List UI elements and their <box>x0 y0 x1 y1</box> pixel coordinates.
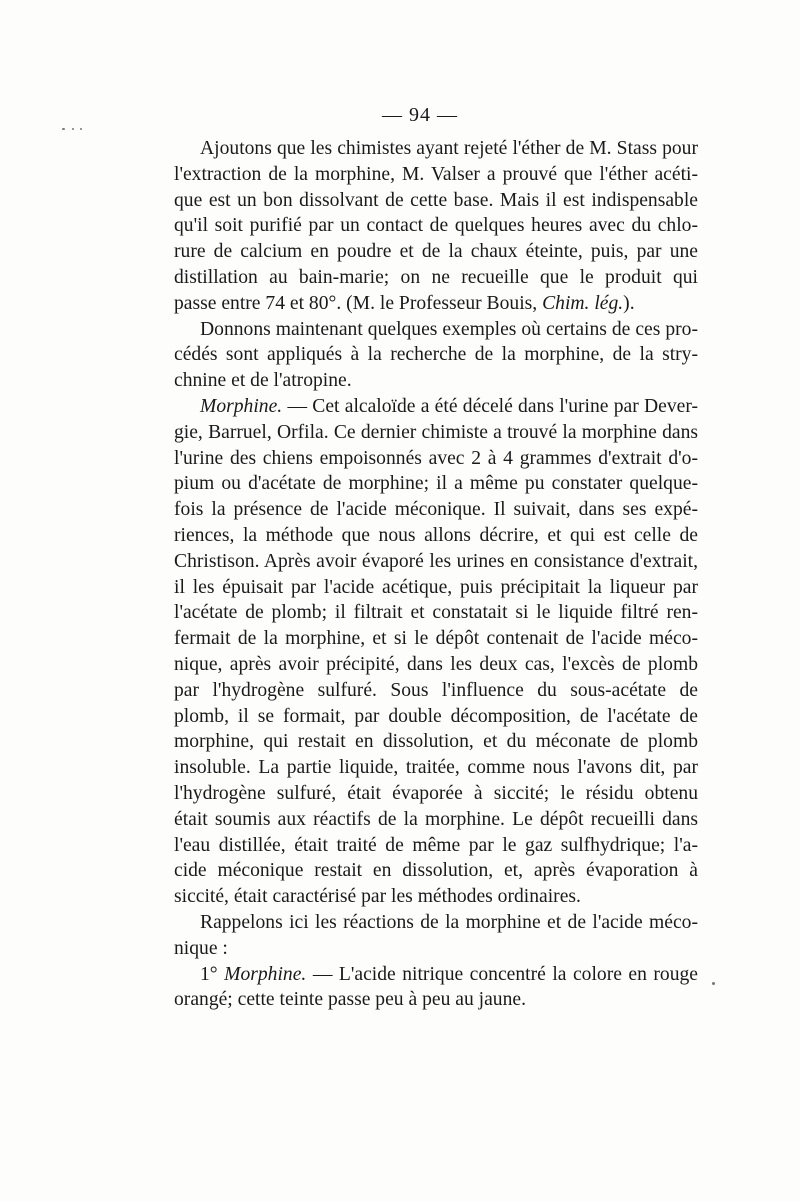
text-line: il les épuisait par l'acide acétique, puis précipitait la liqueur par <box>174 576 698 598</box>
text-line: rure de calcium en poudre et de la chaux éteinte, puis, par une <box>174 241 698 263</box>
text-line: fermait de la morphine, et si le dépôt contenait de l'acide méco- <box>174 628 698 650</box>
text-line: orangé; cette teinte passe peu à peu au jaune. <box>174 989 526 1011</box>
text-segment: — L'acide nitrique concentré la colore en rouge <box>306 963 699 985</box>
text-line <box>148 394 698 420</box>
text-segment: — Cet alcaloïde a été décelé dans l'urine par Dever- <box>282 395 698 417</box>
paragraph <box>148 394 698 910</box>
text-line <box>148 291 698 317</box>
paragraph <box>148 962 698 1014</box>
text-line: nique, après avoir précipité, dans les deux cas, l'excès de plomb <box>174 653 698 675</box>
text-line: l'hydrogène sulfuré, était évaporée à siccité; le résidu obtenu <box>174 782 698 804</box>
scan-speck <box>712 982 715 985</box>
paragraph <box>148 317 698 394</box>
list-number: 1° <box>200 963 225 985</box>
text-line: était soumis aux réactifs de la morphine. Le dépôt recueilli dans <box>174 808 698 830</box>
text-line: Christison. Après avoir évaporé les urines en consistance d'extrait, <box>174 550 698 572</box>
text-line: gie, Barruel, Orfila. Ce dernier chimiste a trouvé la morphine dans <box>174 421 698 443</box>
scan-speck <box>72 128 74 130</box>
text-line: Ajoutons que les chimistes ayant rejeté l'éther de M. Stass pour <box>200 138 698 159</box>
text-line: riences, la méthode que nous allons décrire, et qui est celle de <box>174 524 698 546</box>
text-line: l'eau distillée, était traité de même par le gaz sulfhydrique; l'a- <box>174 834 698 856</box>
section-heading-italic: Morphine. <box>224 963 307 985</box>
text-line: pium ou d'acétate de morphine; il a même pu constater quelque- <box>174 473 698 495</box>
text-line <box>148 962 698 988</box>
text-line: siccité, était caractérisé par les méthodes ordinaires. <box>174 886 581 908</box>
scan-speck <box>62 128 65 130</box>
text-line: insoluble. La partie liquide, traitée, comme nous l'avons dit, par <box>174 757 698 779</box>
text-segment: ). <box>623 292 635 314</box>
text-line: cédés sont appliqués à la recherche de la morphine, de la stry- <box>174 344 698 366</box>
text-line: nique : <box>174 937 228 959</box>
text-line: l'urine des chiens empoisonnés avec 2 à 4 grammes d'extrait d'o- <box>174 447 698 469</box>
section-heading-italic: Morphine. <box>200 395 283 417</box>
paragraph <box>148 910 698 962</box>
text-line: l'acétate de plomb; il filtrait et constatait si le liquide filtré ren- <box>174 602 698 624</box>
text-line: par l'hydrogène sulfuré. Sous l'influence du sous-acétate de <box>174 679 698 701</box>
text-segment: passe entre 74 et 80°. (M. le Professeur Bouis, <box>174 292 543 314</box>
text-line: distillation au bain-marie; on ne recueille que le produit qui <box>174 266 698 288</box>
page-number: — 94 — <box>382 104 458 126</box>
text-line: Donnons maintenant quelques exemples où certains de ces pro- <box>200 318 698 340</box>
text-line: plomb, il se formait, par double décomposition, de l'acétate de <box>174 705 698 727</box>
text-line: Rappelons ici les réactions de la morphine et de l'acide méco- <box>200 911 698 933</box>
text-line: qu'il soit purifié par un contact de quelques heures avec du chlo- <box>174 215 698 237</box>
text-line: l'extraction de la morphine, M. Valser a prouvé que l'éther acéti- <box>174 163 698 185</box>
text-line: que est un bon dissolvant de cette base. Mais il est indispensable <box>174 189 698 211</box>
citation-italic: Chim. lég. <box>542 292 624 314</box>
paragraph <box>148 136 698 317</box>
text-line: morphine, qui restait en dissolution, et du méconate de plomb <box>174 731 698 753</box>
body-text <box>148 136 698 1013</box>
scan-speck <box>80 128 82 130</box>
text-line: fois la présence de l'acide méconique. Il suivait, dans ses expé- <box>174 499 698 521</box>
text-line: chnine et de l'atropine. <box>174 370 352 392</box>
text-line: cide méconique restait en dissolution, et, après évaporation à <box>174 860 698 882</box>
